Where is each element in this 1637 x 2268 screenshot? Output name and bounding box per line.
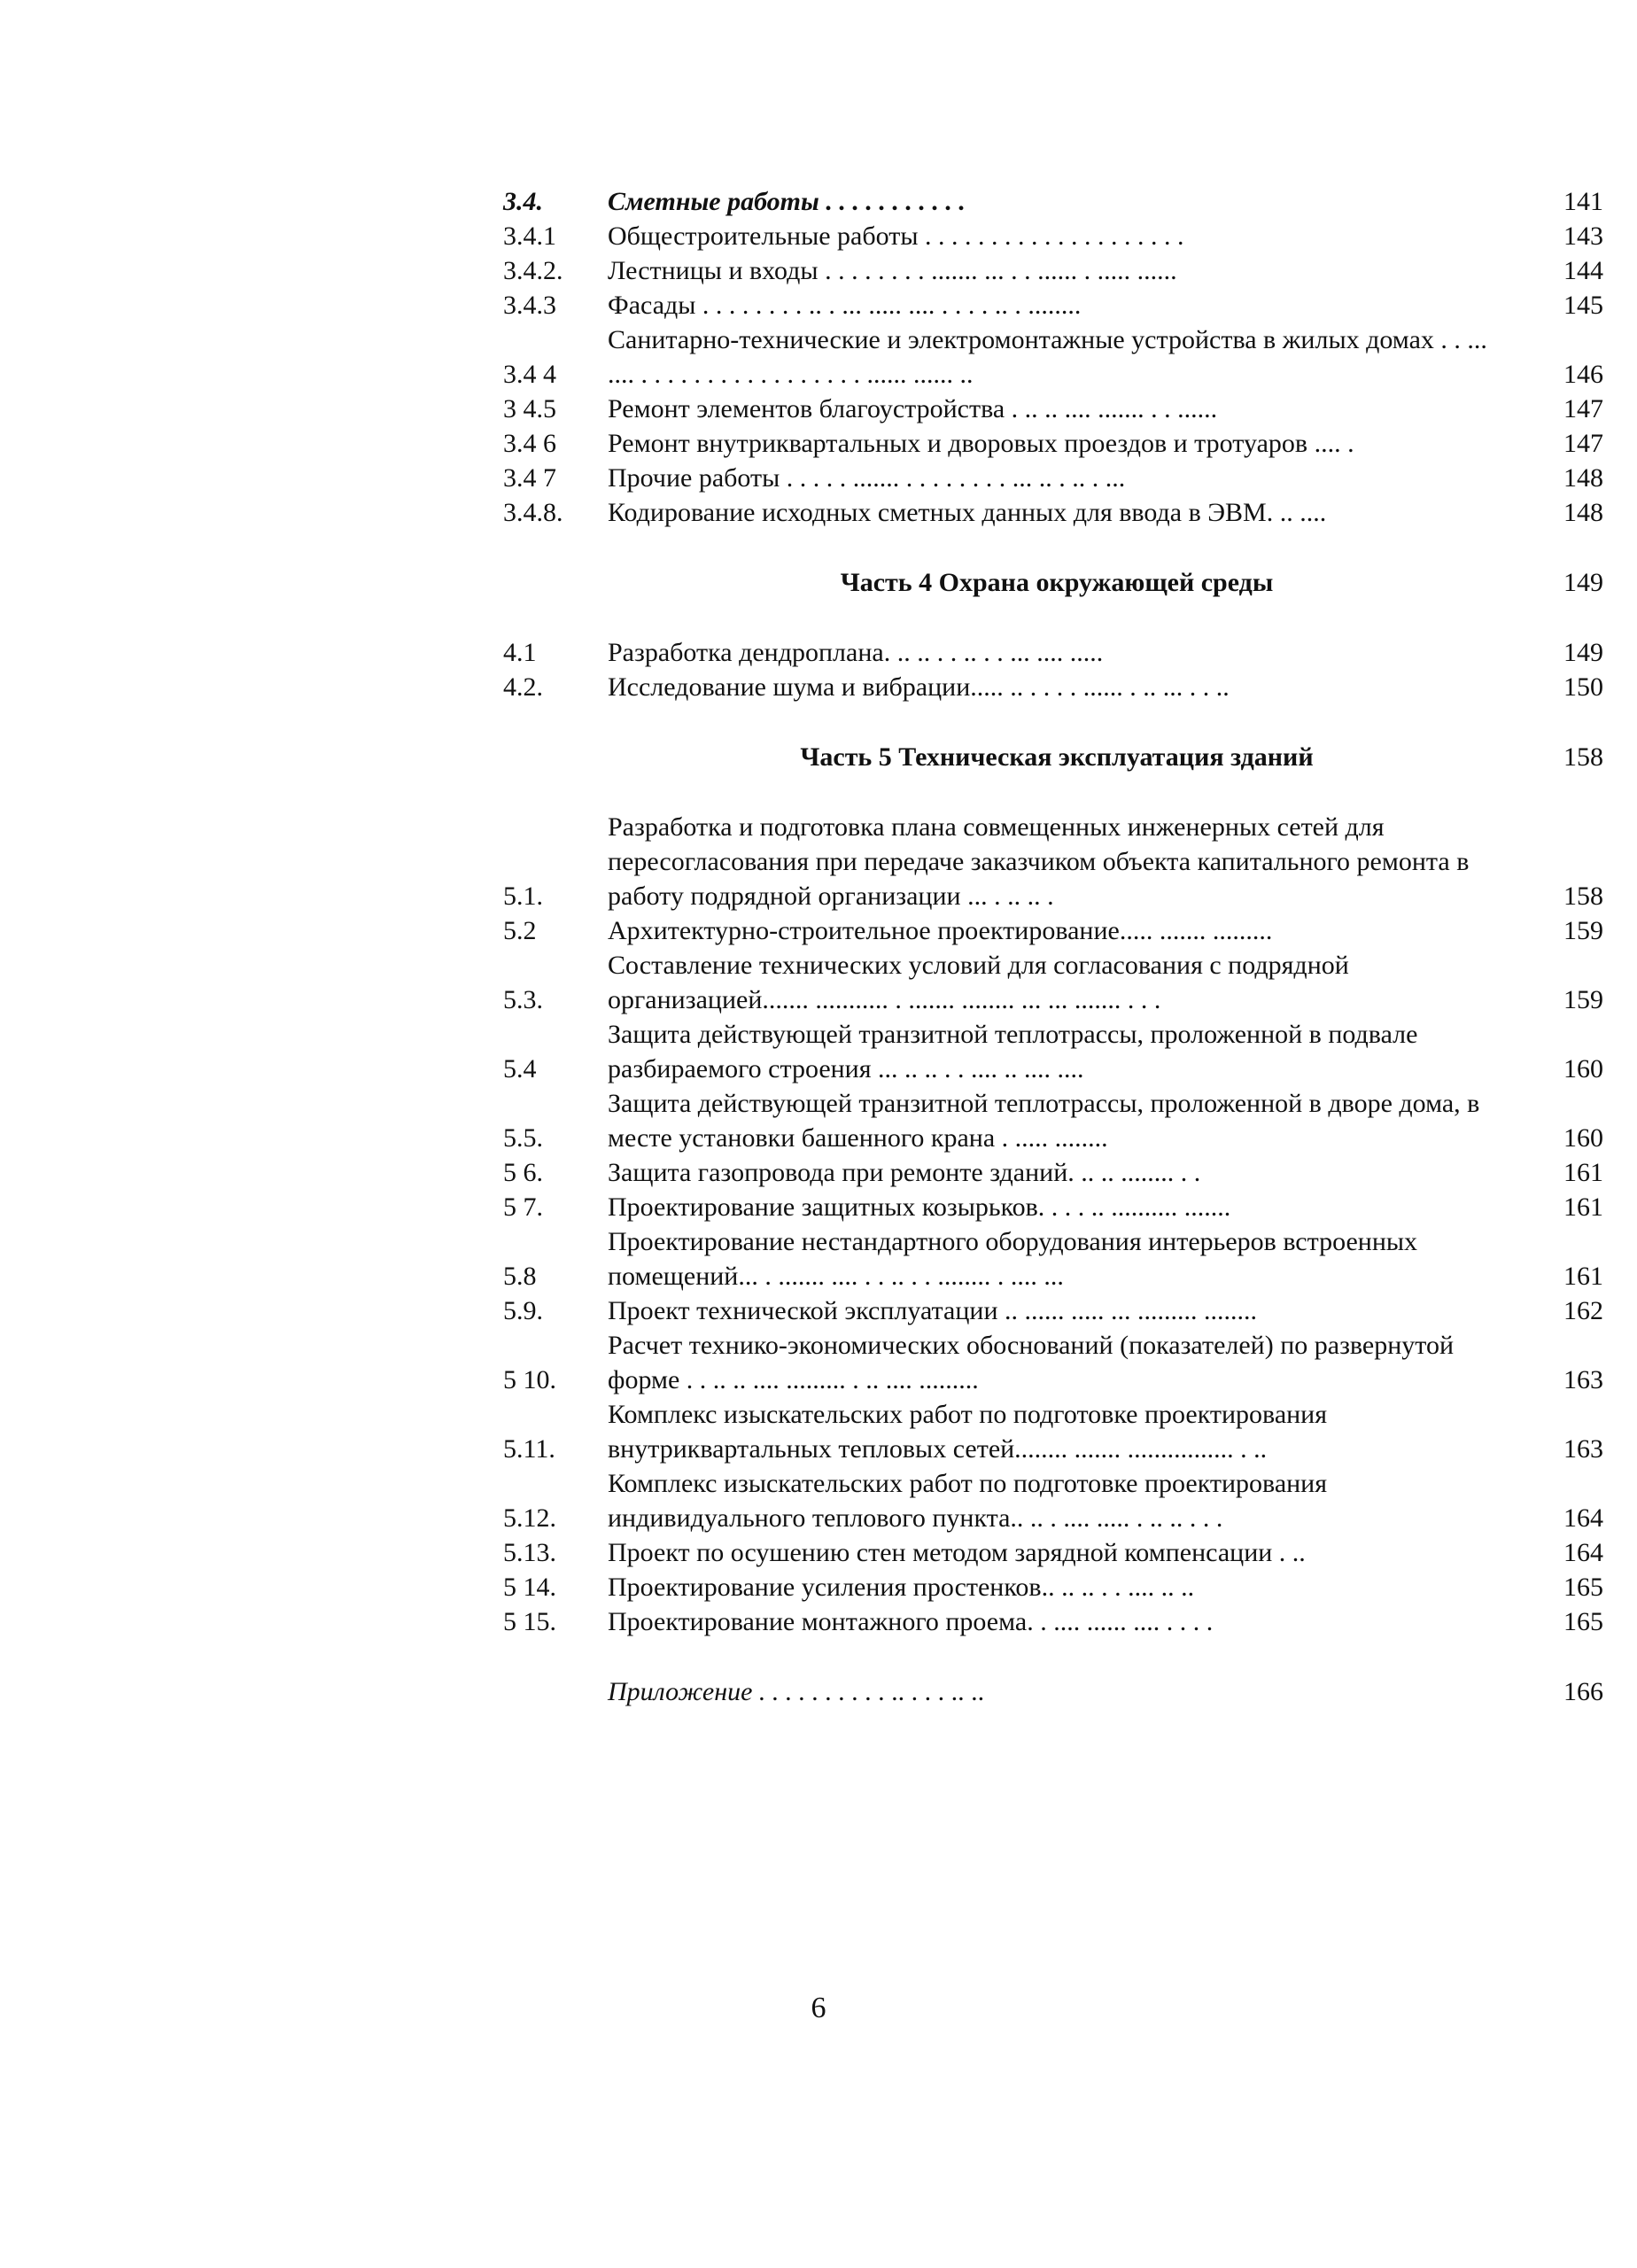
appendix-title: Приложение . . . . . . . . . . .. . . . .. ..: [608, 1677, 985, 1706]
section-title: Защита действующей транзитной теплотрассы, проложенной в дворе дома, в месте установки башенного крана . ..... ........: [608, 1089, 1480, 1153]
section-number: 5.13.: [503, 1538, 556, 1567]
toc-row: [496, 253, 1603, 288]
table-of-contents: [496, 184, 1603, 1709]
page-ref: 150: [1563, 672, 1603, 702]
section-number: 5.1.: [503, 882, 543, 911]
section-number: 3.4 6: [503, 429, 556, 458]
section-title: Расчет технико-экономических обоснований (показателей) по развернутой форме . . .. .. .... ......... . .. .... .........: [608, 1331, 1455, 1394]
toc-row: [496, 1570, 1603, 1604]
toc-row: [496, 948, 1603, 1017]
section-title: Проект технической эксплуатации .. ...... ..... ... ......... ........: [608, 1296, 1257, 1325]
page-ref: 148: [1563, 498, 1603, 527]
toc-row: [496, 1190, 1603, 1224]
page-ref: 166: [1563, 1677, 1603, 1706]
section-title: Проект по осушению стен методом зарядной компенсации . ..: [608, 1538, 1306, 1567]
section-number: 5.8: [503, 1262, 537, 1291]
toc-row: [496, 1017, 1603, 1086]
section-number: 5 7.: [503, 1192, 543, 1222]
section-title: Проектирование усиления простенков.. .. .. . . .... .. ..: [608, 1573, 1195, 1602]
page-ref: 160: [1563, 1123, 1603, 1153]
part-title: Часть 5 Техническая эксплуатация зданий: [800, 742, 1314, 772]
section-title: Разработка дендроплана. .. .. . . .. . . ... .... .....: [608, 638, 1104, 667]
page-ref: 149: [1563, 638, 1603, 667]
page-ref: 159: [1563, 916, 1603, 945]
page-ref: 147: [1563, 429, 1603, 458]
toc-row: [496, 1155, 1603, 1190]
page-ref: 143: [1563, 221, 1603, 251]
section-number: 5.9.: [503, 1296, 543, 1325]
section-title: Фасады . . . . . . . . .. . ... ..... .... . . . . .. . ........: [608, 291, 1082, 320]
section-number: 5 6.: [503, 1158, 543, 1187]
section-number: 3.4.2.: [503, 256, 563, 285]
toc-row-appendix: [496, 1674, 1603, 1709]
toc-row: [496, 184, 1603, 219]
page-ref: 163: [1563, 1365, 1603, 1394]
page-ref: 147: [1563, 394, 1603, 423]
section-title: Разработка и подготовка плана совмещенных инженерных сетей для пересогласования при передаче заказчиком объекта капитального ремонта в работу подрядной организации ... . .. .. .: [608, 812, 1470, 911]
page-ref: 158: [1563, 742, 1603, 772]
section-title: Комплекс изыскательских работ по подготовке проектирования внутриквартальных тепловых сетей........ ....... ................ . ..: [608, 1400, 1328, 1464]
toc-block-3-4: [496, 184, 1603, 530]
page-ref: 148: [1563, 463, 1603, 493]
section-number: 4.1: [503, 638, 537, 667]
section-title: Ремонт внутриквартальных и дворовых проездов и тротуаров .... .: [608, 429, 1354, 458]
page-ref: 161: [1563, 1158, 1603, 1187]
section-title: Составление технических условий для согласования с подрядной организацией....... ........... . ....... ........ ... ... ....... . . .: [608, 951, 1349, 1014]
section-title: Комплекс изыскательских работ по подготовке проектирования индивидуального теплового пункта.. .. . .... ..... . .. .. . . .: [608, 1469, 1328, 1533]
section-title: Архитектурно-строительное проектирование..... ....... .........: [608, 916, 1273, 945]
section-number: 3.4.8.: [503, 498, 563, 527]
section-title: Исследование шума и вибрации..... .. . . . . ...... . .. ... . . ..: [608, 672, 1230, 702]
section-title: Сметные работы . . . . . . . . . . .: [608, 187, 966, 216]
toc-row: [496, 322, 1603, 392]
section-title: Ремонт элементов благоустройства . .. .. .... ....... . . ......: [608, 394, 1218, 423]
toc-row: [496, 913, 1603, 948]
section-number: 5.4: [503, 1054, 537, 1084]
section-number: 3.4.: [503, 187, 543, 216]
section-title: Проектирование монтажного проема. . .... ...... .... . . . .: [608, 1607, 1214, 1636]
section-title: Общестроительные работы . . . . . . . . . . . . . . . . . . . .: [608, 221, 1184, 251]
toc-row: [496, 288, 1603, 322]
toc-row: [496, 1466, 1603, 1535]
part-4-heading: [496, 565, 1603, 600]
page-ref: 164: [1563, 1538, 1603, 1567]
section-number: 5.12.: [503, 1503, 556, 1533]
section-title: Проектирование защитных козырьков. . . . .. .......... .......: [608, 1192, 1231, 1222]
toc-row: [496, 670, 1603, 704]
section-title: Кодирование исходных сметных данных для ввода в ЭВМ. .. ....: [608, 498, 1327, 527]
toc-row: [496, 219, 1603, 253]
section-title: Проектирование нестандартного оборудования интерьеров встроенных помещений... . ....... .... . . .. . . ........ . .... ...: [608, 1227, 1418, 1291]
page-ref: 160: [1563, 1054, 1603, 1084]
page-ref: 158: [1563, 882, 1603, 911]
page-ref: 164: [1563, 1503, 1603, 1533]
section-number: 3 4.5: [503, 394, 556, 423]
page-ref: 165: [1563, 1573, 1603, 1602]
toc-block-4: [496, 635, 1603, 704]
page-ref: 145: [1563, 291, 1603, 320]
toc-row: [496, 1224, 1603, 1293]
toc-row: [496, 1535, 1603, 1570]
section-number: 3.4.1: [503, 221, 556, 251]
section-number: 5.3.: [503, 985, 543, 1014]
toc-row: [496, 1328, 1603, 1397]
toc-block-5: [496, 810, 1603, 1639]
section-number: 5 15.: [503, 1607, 556, 1636]
page-ref: 161: [1563, 1192, 1603, 1222]
page-ref: 162: [1563, 1296, 1603, 1325]
toc-row: [496, 1293, 1603, 1328]
page-number: 6: [811, 1992, 826, 2024]
part-5-heading: [496, 740, 1603, 774]
page-ref: 146: [1563, 360, 1603, 389]
section-number: 5 14.: [503, 1573, 556, 1602]
section-number: 4.2.: [503, 672, 543, 702]
section-number: 5.5.: [503, 1123, 543, 1153]
section-number: 3.4.3: [503, 291, 556, 320]
toc-row: [496, 1086, 1603, 1155]
section-title: Защита газопровода при ремонте зданий. .. .. ........ . .: [608, 1158, 1201, 1187]
toc-row: [496, 810, 1603, 913]
toc-row: [496, 392, 1603, 426]
section-title: Санитарно-технические и электромонтажные устройства в жилых домах . . ... .... . . . . . . . . . . . . . . . . . ...... ...... ..: [608, 325, 1487, 389]
toc-row: [496, 635, 1603, 670]
section-number: 5.11.: [503, 1434, 555, 1464]
page-ref: 161: [1563, 1262, 1603, 1291]
page-ref: 165: [1563, 1607, 1603, 1636]
toc-row: [496, 1604, 1603, 1639]
part-title: Часть 4 Охрана окружающей среды: [840, 568, 1274, 597]
page-ref: 159: [1563, 985, 1603, 1014]
section-title: Прочие работы . . . . . ....... . . . . . . . . ... .. . .. . ...: [608, 463, 1126, 493]
section-number: 5.2: [503, 916, 537, 945]
section-title: Лестницы и входы . . . . . . . . ....... ... . . ...... . ..... ......: [608, 256, 1177, 285]
page-ref: 144: [1563, 256, 1603, 285]
toc-row: [496, 495, 1603, 530]
section-number: 5 10.: [503, 1365, 556, 1394]
toc-row: [496, 426, 1603, 461]
page-ref: 149: [1563, 568, 1603, 597]
section-number: 3.4 4: [503, 360, 556, 389]
toc-row: [496, 1397, 1603, 1466]
section-number: 3.4 7: [503, 463, 556, 493]
page-ref: 163: [1563, 1434, 1603, 1464]
page-ref: 141: [1563, 187, 1603, 216]
toc-row: [496, 461, 1603, 495]
section-title: Защита действующей транзитной теплотрассы, проложенной в подвале разбираемого строения ... .. .. . . .... .. .... ....: [608, 1020, 1418, 1084]
